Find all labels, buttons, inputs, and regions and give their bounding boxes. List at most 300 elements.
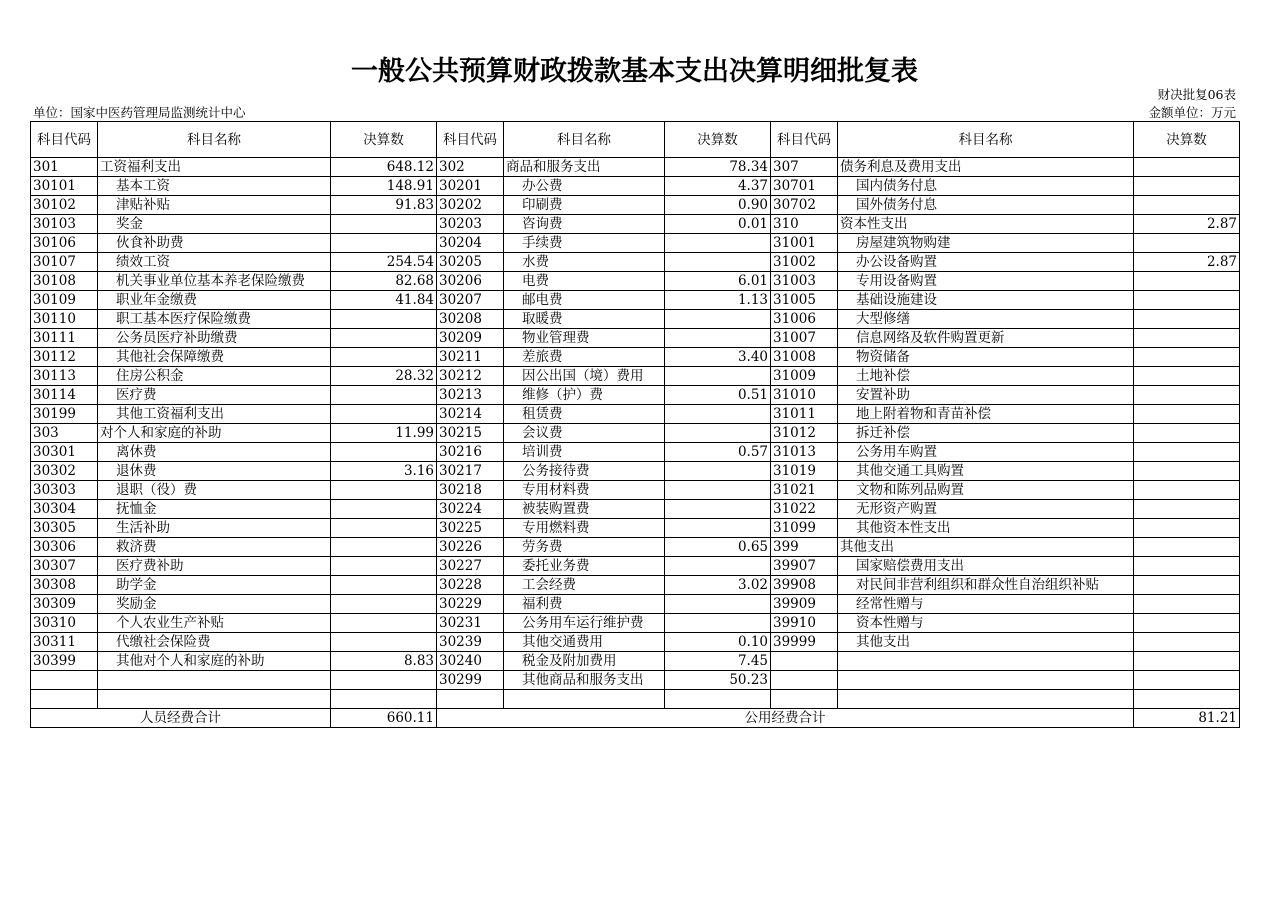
- subject-code-cell: 31013: [771, 443, 838, 462]
- subject-name-cell: 公务用车购置: [838, 443, 1134, 462]
- subject-name-cell: 公务员医疗补助缴费: [98, 329, 331, 348]
- subject-name-cell: 邮电费: [504, 291, 665, 310]
- subject-code-cell: 30399: [31, 652, 98, 671]
- subject-name-cell: 对个人和家庭的补助: [98, 424, 331, 443]
- table-row: [31, 519, 1240, 538]
- amount-cell: 0.90: [665, 196, 771, 215]
- subject-name-cell: 公务用车运行维护费: [504, 614, 665, 633]
- subject-code-cell: 302: [437, 158, 504, 177]
- subject-code-cell: 30204: [437, 234, 504, 253]
- subject-code-cell: 30228: [437, 576, 504, 595]
- subject-name-cell: 经常性赠与: [838, 595, 1134, 614]
- budget-detail-table: [30, 121, 1240, 728]
- table-row: [31, 348, 1240, 367]
- page-title: 一般公共预算财政拨款基本支出决算明细批复表: [351, 56, 918, 87]
- subject-code-cell: 31099: [771, 519, 838, 538]
- subject-code-cell: 39909: [771, 595, 838, 614]
- subject-name-cell: [98, 690, 331, 709]
- subject-name-cell: 公务接待费: [504, 462, 665, 481]
- amount-cell: [331, 633, 437, 652]
- amount-cell: [331, 671, 437, 690]
- subject-name-cell: 安置补助: [838, 386, 1134, 405]
- amount-cell: 1.13: [665, 291, 771, 310]
- subject-code-cell: 31021: [771, 481, 838, 500]
- subject-name-cell: 个人农业生产补贴: [98, 614, 331, 633]
- subject-name-cell: 无形资产购置: [838, 500, 1134, 519]
- subject-code-cell: 30231: [437, 614, 504, 633]
- amount-cell: [1134, 652, 1240, 671]
- subject-name-cell: 维修（护）费: [504, 386, 665, 405]
- subject-name-cell: 对民间非营利组织和群众性自治组织补贴: [838, 576, 1134, 595]
- subject-code-cell: 39910: [771, 614, 838, 633]
- table-row: [31, 462, 1240, 481]
- amount-cell: [331, 386, 437, 405]
- subject-name-cell: 专用材料费: [504, 481, 665, 500]
- amount-cell: [665, 500, 771, 519]
- subject-name-cell: 住房公积金: [98, 367, 331, 386]
- subject-name-cell: 办公费: [504, 177, 665, 196]
- subject-code-cell: 30307: [31, 557, 98, 576]
- amount-cell: [1134, 272, 1240, 291]
- amount-cell: 78.34: [665, 158, 771, 177]
- amount-cell: [665, 329, 771, 348]
- subject-code-cell: 31002: [771, 253, 838, 272]
- subject-code-cell: 30205: [437, 253, 504, 272]
- subject-code-cell: [31, 690, 98, 709]
- amount-cell: [665, 481, 771, 500]
- amount-cell: [665, 690, 771, 709]
- subject-code-cell: 39999: [771, 633, 838, 652]
- amount-cell: 41.84: [331, 291, 437, 310]
- subject-name-cell: 其他商品和服务支出: [504, 671, 665, 690]
- subject-code-cell: 30225: [437, 519, 504, 538]
- amount-cell: 28.32: [331, 367, 437, 386]
- amount-cell: [1134, 671, 1240, 690]
- subject-name-cell: 物业管理费: [504, 329, 665, 348]
- table-row: [31, 633, 1240, 652]
- subject-name-cell: 其他支出: [838, 538, 1134, 557]
- amount-cell: [1134, 348, 1240, 367]
- amount-cell: 6.01: [665, 272, 771, 291]
- amount-cell: [1134, 690, 1240, 709]
- subject-code-cell: 399: [771, 538, 838, 557]
- amount-cell: [665, 234, 771, 253]
- subject-name-cell: [838, 671, 1134, 690]
- subject-code-cell: 30215: [437, 424, 504, 443]
- totals-row: [31, 709, 1240, 728]
- amount-cell: [1134, 519, 1240, 538]
- subject-code-cell: 30212: [437, 367, 504, 386]
- subject-name-cell: 抚恤金: [98, 500, 331, 519]
- amount-cell: [1134, 576, 1240, 595]
- amount-cell: 82.68: [331, 272, 437, 291]
- amount-cell: [331, 310, 437, 329]
- header-code-1: 科目代码: [31, 122, 98, 158]
- public-total-label: 公用经费合计: [437, 709, 1134, 728]
- amount-cell: [1134, 291, 1240, 310]
- amount-cell: [1134, 386, 1240, 405]
- subject-code-cell: 30110: [31, 310, 98, 329]
- amount-cell: [331, 500, 437, 519]
- table-row: [31, 595, 1240, 614]
- subject-code-cell: 30305: [31, 519, 98, 538]
- subject-code-cell: 30109: [31, 291, 98, 310]
- amount-cell: 2.87: [1134, 215, 1240, 234]
- amount-cell: [331, 538, 437, 557]
- amount-cell: 0.51: [665, 386, 771, 405]
- subject-name-cell: 基础设施建设: [838, 291, 1134, 310]
- table-row: [31, 329, 1240, 348]
- amount-cell: 3.40: [665, 348, 771, 367]
- subject-name-cell: 大型修缮: [838, 310, 1134, 329]
- table-row: [31, 196, 1240, 215]
- subject-code-cell: 30303: [31, 481, 98, 500]
- table-row: [31, 234, 1240, 253]
- public-total-amount: 81.21: [1134, 709, 1240, 728]
- subject-code-cell: 30107: [31, 253, 98, 272]
- subject-name-cell: 房屋建筑物购建: [838, 234, 1134, 253]
- amount-cell: [1134, 614, 1240, 633]
- subject-code-cell: 30106: [31, 234, 98, 253]
- subject-name-cell: 文物和陈列品购置: [838, 481, 1134, 500]
- subject-name-cell: 信息网络及软件购置更新: [838, 329, 1134, 348]
- amount-cell: [331, 595, 437, 614]
- subject-code-cell: 30203: [437, 215, 504, 234]
- header-code-2: 科目代码: [437, 122, 504, 158]
- subject-code-cell: 31022: [771, 500, 838, 519]
- table-row: [31, 253, 1240, 272]
- amount-cell: [331, 329, 437, 348]
- subject-code-cell: 31011: [771, 405, 838, 424]
- subject-code-cell: [31, 671, 98, 690]
- subject-code-cell: 301: [31, 158, 98, 177]
- table-row: [31, 386, 1240, 405]
- subject-code-cell: 30207: [437, 291, 504, 310]
- amount-cell: 4.37: [665, 177, 771, 196]
- table-row: [31, 481, 1240, 500]
- table-row: [31, 614, 1240, 633]
- header-name-1: 科目名称: [98, 122, 331, 158]
- amount-cell: [331, 481, 437, 500]
- amount-cell: [331, 519, 437, 538]
- table-row: [31, 405, 1240, 424]
- subject-code-cell: 30226: [437, 538, 504, 557]
- amount-cell: 3.16: [331, 462, 437, 481]
- amount-cell: [665, 519, 771, 538]
- subject-name-cell: 取暖费: [504, 310, 665, 329]
- subject-name-cell: 劳务费: [504, 538, 665, 557]
- amount-cell: [1134, 310, 1240, 329]
- amount-cell: 7.45: [665, 652, 771, 671]
- subject-code-cell: 31007: [771, 329, 838, 348]
- subject-code-cell: 30240: [437, 652, 504, 671]
- form-number: 财决批复06表: [1157, 87, 1236, 102]
- subject-name-cell: 电费: [504, 272, 665, 291]
- subject-code-cell: 30108: [31, 272, 98, 291]
- subject-code-cell: 30302: [31, 462, 98, 481]
- subject-code-cell: 31005: [771, 291, 838, 310]
- subject-code-cell: 30202: [437, 196, 504, 215]
- subject-code-cell: 30102: [31, 196, 98, 215]
- subject-name-cell: 伙食补助费: [98, 234, 331, 253]
- subject-name-cell: [98, 671, 331, 690]
- amount-cell: [665, 367, 771, 386]
- subject-code-cell: 30201: [437, 177, 504, 196]
- amount-cell: [1134, 633, 1240, 652]
- header-name-2: 科目名称: [504, 122, 665, 158]
- amount-cell: 648.12: [331, 158, 437, 177]
- amount-cell: [331, 557, 437, 576]
- header-amount-1: 决算数: [331, 122, 437, 158]
- subject-code-cell: 31012: [771, 424, 838, 443]
- table-row: [31, 652, 1240, 671]
- table-row: [31, 538, 1240, 557]
- amount-cell: 254.54: [331, 253, 437, 272]
- amount-cell: [1134, 462, 1240, 481]
- header-name-3: 科目名称: [838, 122, 1134, 158]
- amount-cell: [665, 253, 771, 272]
- amount-cell: 0.57: [665, 443, 771, 462]
- subject-name-cell: 代缴社会保险费: [98, 633, 331, 652]
- subject-code-cell: 30227: [437, 557, 504, 576]
- subject-name-cell: 离休费: [98, 443, 331, 462]
- amount-cell: 0.10: [665, 633, 771, 652]
- subject-name-cell: 救济费: [98, 538, 331, 557]
- subject-code-cell: 31009: [771, 367, 838, 386]
- amount-cell: 3.02: [665, 576, 771, 595]
- subject-name-cell: 其他支出: [838, 633, 1134, 652]
- subject-code-cell: 30229: [437, 595, 504, 614]
- amount-cell: [1134, 424, 1240, 443]
- subject-code-cell: [771, 671, 838, 690]
- subject-code-cell: 30239: [437, 633, 504, 652]
- amount-cell: [331, 576, 437, 595]
- amount-cell: [665, 614, 771, 633]
- subject-code-cell: 30209: [437, 329, 504, 348]
- amount-cell: [665, 424, 771, 443]
- amount-cell: [1134, 367, 1240, 386]
- subject-name-cell: 物资储备: [838, 348, 1134, 367]
- table-row: [31, 310, 1240, 329]
- header-amount-2: 决算数: [665, 122, 771, 158]
- subject-name-cell: 工会经费: [504, 576, 665, 595]
- subject-code-cell: 30206: [437, 272, 504, 291]
- subject-name-cell: 差旅费: [504, 348, 665, 367]
- subject-code-cell: 30308: [31, 576, 98, 595]
- header-row: [31, 122, 1240, 158]
- subject-code-cell: 31006: [771, 310, 838, 329]
- amount-cell: 0.65: [665, 538, 771, 557]
- subject-name-cell: 咨询费: [504, 215, 665, 234]
- amount-cell: [665, 405, 771, 424]
- subject-code-cell: [771, 652, 838, 671]
- subject-name-cell: 津贴补贴: [98, 196, 331, 215]
- personnel-total-amount: 660.11: [331, 709, 437, 728]
- subject-name-cell: 其他工资福利支出: [98, 405, 331, 424]
- subject-code-cell: 31001: [771, 234, 838, 253]
- subject-name-cell: 办公设备购置: [838, 253, 1134, 272]
- table-row: [31, 215, 1240, 234]
- subject-name-cell: 机关事业单位基本养老保险缴费: [98, 272, 331, 291]
- money-unit-label: 金额单位：万元: [1148, 105, 1236, 120]
- amount-cell: [665, 557, 771, 576]
- amount-cell: [331, 348, 437, 367]
- subject-name-cell: 退休费: [98, 462, 331, 481]
- subject-name-cell: 职业年金缴费: [98, 291, 331, 310]
- table-row: [31, 576, 1240, 595]
- subject-name-cell: 拆迁补偿: [838, 424, 1134, 443]
- subject-name-cell: 基本工资: [98, 177, 331, 196]
- subject-name-cell: 奖金: [98, 215, 331, 234]
- amount-cell: 50.23: [665, 671, 771, 690]
- subject-name-cell: 国内债务付息: [838, 177, 1134, 196]
- amount-cell: 2.87: [1134, 253, 1240, 272]
- amount-cell: [1134, 481, 1240, 500]
- subject-name-cell: 国家赔偿费用支出: [838, 557, 1134, 576]
- table-row: [31, 367, 1240, 386]
- subject-code-cell: 310: [771, 215, 838, 234]
- subject-code-cell: 30211: [437, 348, 504, 367]
- subject-name-cell: 其他交通费用: [504, 633, 665, 652]
- subject-code-cell: 30199: [31, 405, 98, 424]
- subject-code-cell: 31003: [771, 272, 838, 291]
- subject-code-cell: 30218: [437, 481, 504, 500]
- amount-cell: [1134, 595, 1240, 614]
- subject-name-cell: 职工基本医疗保险缴费: [98, 310, 331, 329]
- subject-name-cell: 福利费: [504, 595, 665, 614]
- table-row: [31, 158, 1240, 177]
- subject-name-cell: 助学金: [98, 576, 331, 595]
- subject-name-cell: 债务利息及费用支出: [838, 158, 1134, 177]
- subject-code-cell: 30309: [31, 595, 98, 614]
- header-code-3: 科目代码: [771, 122, 838, 158]
- subject-code-cell: 30311: [31, 633, 98, 652]
- amount-cell: [331, 215, 437, 234]
- amount-cell: [665, 462, 771, 481]
- subject-name-cell: 培训费: [504, 443, 665, 462]
- amount-cell: [331, 690, 437, 709]
- amount-cell: [1134, 234, 1240, 253]
- amount-cell: 8.83: [331, 652, 437, 671]
- subject-name-cell: 地上附着物和青苗补偿: [838, 405, 1134, 424]
- subject-name-cell: 专用设备购置: [838, 272, 1134, 291]
- subject-code-cell: 30310: [31, 614, 98, 633]
- subject-name-cell: 生活补助: [98, 519, 331, 538]
- subject-code-cell: 39908: [771, 576, 838, 595]
- table-row: [31, 671, 1240, 690]
- amount-cell: [1134, 158, 1240, 177]
- amount-cell: [331, 405, 437, 424]
- amount-cell: 11.99: [331, 424, 437, 443]
- amount-cell: [1134, 500, 1240, 519]
- table-row: [31, 272, 1240, 291]
- amount-cell: [665, 595, 771, 614]
- amount-cell: [1134, 405, 1240, 424]
- subject-name-cell: 手续费: [504, 234, 665, 253]
- amount-cell: [1134, 443, 1240, 462]
- subject-name-cell: 专用燃料费: [504, 519, 665, 538]
- subject-name-cell: 委托业务费: [504, 557, 665, 576]
- subject-code-cell: 30208: [437, 310, 504, 329]
- amount-cell: [331, 443, 437, 462]
- subject-name-cell: 其他社会保障缴费: [98, 348, 331, 367]
- amount-cell: [1134, 329, 1240, 348]
- subject-name-cell: 国外债务付息: [838, 196, 1134, 215]
- subject-name-cell: 医疗费: [98, 386, 331, 405]
- subject-name-cell: [504, 690, 665, 709]
- table-row: [31, 291, 1240, 310]
- subject-name-cell: 工资福利支出: [98, 158, 331, 177]
- subject-name-cell: 土地补偿: [838, 367, 1134, 386]
- subject-name-cell: 因公出国（境）费用: [504, 367, 665, 386]
- subject-code-cell: 30113: [31, 367, 98, 386]
- amount-cell: 0.01: [665, 215, 771, 234]
- subject-name-cell: [838, 690, 1134, 709]
- amount-cell: [1134, 557, 1240, 576]
- subject-name-cell: 绩效工资: [98, 253, 331, 272]
- subject-code-cell: 30224: [437, 500, 504, 519]
- subject-code-cell: 30304: [31, 500, 98, 519]
- subject-name-cell: 印刷费: [504, 196, 665, 215]
- subject-name-cell: 医疗费补助: [98, 557, 331, 576]
- subject-name-cell: 税金及附加费用: [504, 652, 665, 671]
- amount-cell: [1134, 196, 1240, 215]
- table-row: [31, 500, 1240, 519]
- amount-cell: [1134, 538, 1240, 557]
- subject-code-cell: 30301: [31, 443, 98, 462]
- subject-code-cell: [771, 690, 838, 709]
- amount-cell: 91.83: [331, 196, 437, 215]
- subject-name-cell: 被装购置费: [504, 500, 665, 519]
- subject-name-cell: 商品和服务支出: [504, 158, 665, 177]
- unit-label: 单位：国家中医药管理局监测统计中心: [33, 105, 246, 120]
- subject-name-cell: 资本性赠与: [838, 614, 1134, 633]
- subject-code-cell: 30214: [437, 405, 504, 424]
- table-body: [31, 158, 1240, 709]
- subject-code-cell: 31019: [771, 462, 838, 481]
- subject-code-cell: 30702: [771, 196, 838, 215]
- subject-code-cell: 303: [31, 424, 98, 443]
- subject-name-cell: 奖励金: [98, 595, 331, 614]
- table-row: [31, 557, 1240, 576]
- subject-name-cell: 资本性支出: [838, 215, 1134, 234]
- table-row: [31, 424, 1240, 443]
- subject-code-cell: 30217: [437, 462, 504, 481]
- subject-code-cell: 30114: [31, 386, 98, 405]
- subject-name-cell: 其他资本性支出: [838, 519, 1134, 538]
- subject-name-cell: 水费: [504, 253, 665, 272]
- subject-code-cell: 30111: [31, 329, 98, 348]
- subject-name-cell: 退职（役）费: [98, 481, 331, 500]
- amount-cell: [331, 234, 437, 253]
- header-amount-3: 决算数: [1134, 122, 1240, 158]
- subject-code-cell: 31008: [771, 348, 838, 367]
- subject-code-cell: 30299: [437, 671, 504, 690]
- subject-code-cell: 30306: [31, 538, 98, 557]
- subject-code-cell: 31010: [771, 386, 838, 405]
- amount-cell: [331, 614, 437, 633]
- table-row: [31, 443, 1240, 462]
- subject-code-cell: [437, 690, 504, 709]
- subject-code-cell: 307: [771, 158, 838, 177]
- subject-name-cell: 租赁费: [504, 405, 665, 424]
- subject-name-cell: 其他交通工具购置: [838, 462, 1134, 481]
- table-row: [31, 177, 1240, 196]
- subject-name-cell: 其他对个人和家庭的补助: [98, 652, 331, 671]
- table-row: [31, 690, 1240, 709]
- subject-name-cell: [838, 652, 1134, 671]
- personnel-total-label: 人员经费合计: [31, 709, 331, 728]
